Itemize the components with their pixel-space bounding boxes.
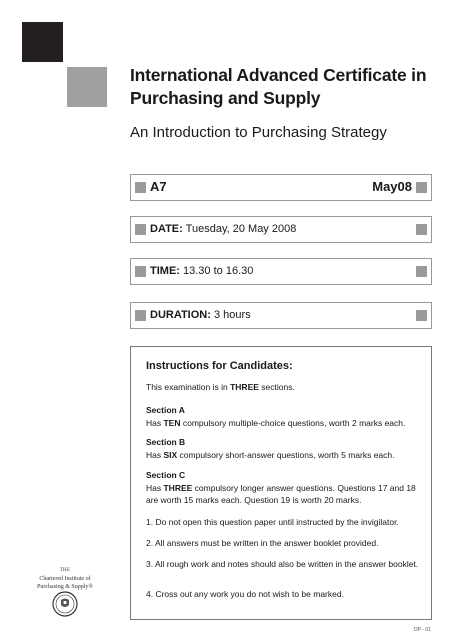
exam-code-bar [130,174,432,201]
decorative-black-square [22,22,63,62]
rule-item: 4. Cross out any work you do not wish to be marked. [146,589,344,599]
duration-value: 3 hours [213,309,251,321]
section-c-title: Section C [146,470,186,480]
time-label: TIME: [150,265,180,277]
time-bar [130,258,432,285]
instructions-heading: Instructions for Candidates: [146,360,293,372]
section-a-title: Section A [146,405,185,415]
page-title: International Advanced Certificate in Purchasing and Supply [130,65,427,108]
duration-bar [130,302,432,329]
square-bullet-icon [135,224,146,235]
time-value: 13.30 to 16.30 [183,265,254,277]
square-bullet-icon [135,266,146,277]
square-bullet-icon [416,224,427,235]
date-value: Tuesday, 20 May 2008 [185,223,297,235]
paper-subtitle: An Introduction to Purchasing Strategy [130,124,387,141]
footer-code: DP - 01 [414,627,431,633]
institute-logo-text: THE Chartered Institute of Purchasing & Supply® [37,568,93,590]
section-b-title: Section B [146,437,186,447]
rule-item: 1. Do not open this question paper until instructed by the invigilator. [146,517,399,527]
instructions-box [130,346,432,620]
square-bullet-icon [135,310,146,321]
rule-item: 3. All rough work and notes should also be written in the answer booklet. [146,559,419,569]
cips-emblem-icon [52,591,78,617]
exam-code: A7 [150,179,167,194]
square-bullet-icon [416,310,427,321]
instructions-intro: This examination is in THREE sections. [146,382,295,392]
section-c-text: Has THREE compulsory longer answer questions. Questions 17 and 18 are worth 15 marks each. Question 19 is worth 20 marks. [146,483,416,505]
date-bar [130,216,432,243]
square-bullet-icon [416,182,427,193]
decorative-grey-square [67,67,107,107]
square-bullet-icon [135,182,146,193]
section-b-text: Has SIX compulsory short-answer questions, worth 5 marks each. [146,450,395,460]
rule-item: 2. All answers must be written in the answer booklet provided. [146,538,379,548]
square-bullet-icon [416,266,427,277]
date-label: DATE: [150,223,183,235]
exam-session: May08 [372,179,412,194]
section-a-text: Has TEN compulsory multiple-choice questions, worth 2 marks each. [146,418,406,428]
duration-label: DURATION: [150,309,211,321]
